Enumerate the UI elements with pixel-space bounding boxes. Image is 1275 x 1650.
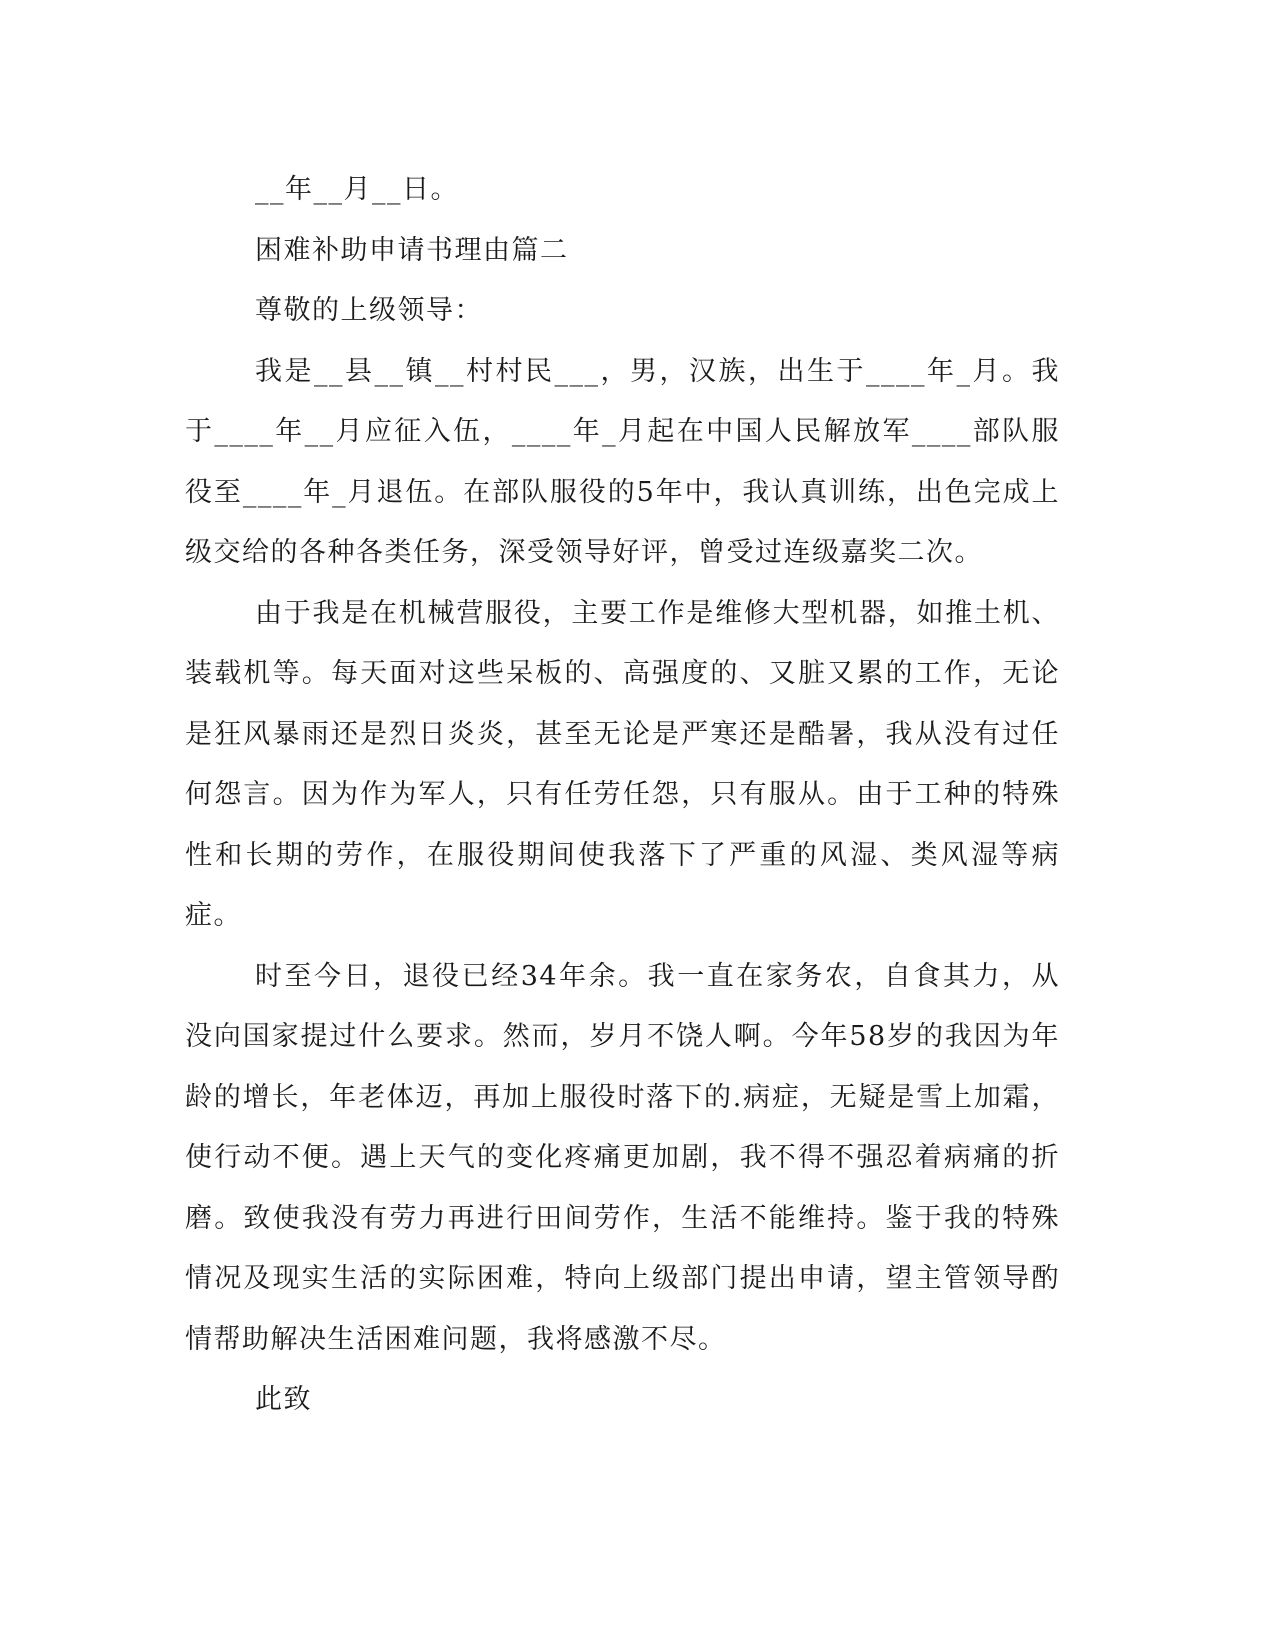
paragraph-service: 我是__县__镇__村村民___，男，汉族，出生于____年_月。我于____年__月应征入伍，____年_月起在中国人民解放军____部队服役至____年_月退伍。在部队服役的5年中，我认真训练，出色完成上级交给的各种各类任务，深受领导好评，曾受过连级嘉奖二次。 — [185, 355, 1060, 568]
date-line: __年__月__日。 — [255, 174, 459, 205]
document-heading: 困难补助申请书理由篇二 — [255, 234, 569, 266]
paragraph-duties: 由于我是在机械营服役，主要工作是维修大型机器，如推土机、装载机等。每天面对这些呆板的、高强度的、又脏又累的工作，无论是狂风暴雨还是烈日炎炎，甚至无论是严寒还是酷暑，我从没有过任何怨言。因为作为军人，只有任劳任怨，只有服从。由于工种的特殊性和长期的劳作，在服役期间使我落下了严重的风湿、类风湿等病症。 — [185, 597, 1060, 931]
document-body — [185, 160, 1060, 1431]
closing: 此致 — [255, 1384, 312, 1415]
salutation: 尊敬的上级领导： — [255, 295, 483, 326]
paragraph-request: 时至今日，退役已经34年余。我一直在家务农，自食其力，从没向国家提过什么要求。然而，岁月不饶人啊。今年58岁的我因为年龄的增长，年老体迈，再加上服役时落下的.病症，无疑是雪上加霜，使行动不便。遇上天气的变化疼痛更加剧，我不得不强忍着病痛的折磨。致使我没有劳力再进行田间劳作，生活不能维持。鉴于我的特殊情况及现实生活的实际困难，特向上级部门提出申请，望主管领导酌情帮助解决生活困难问题，我将感激不尽。 — [185, 960, 1060, 1355]
